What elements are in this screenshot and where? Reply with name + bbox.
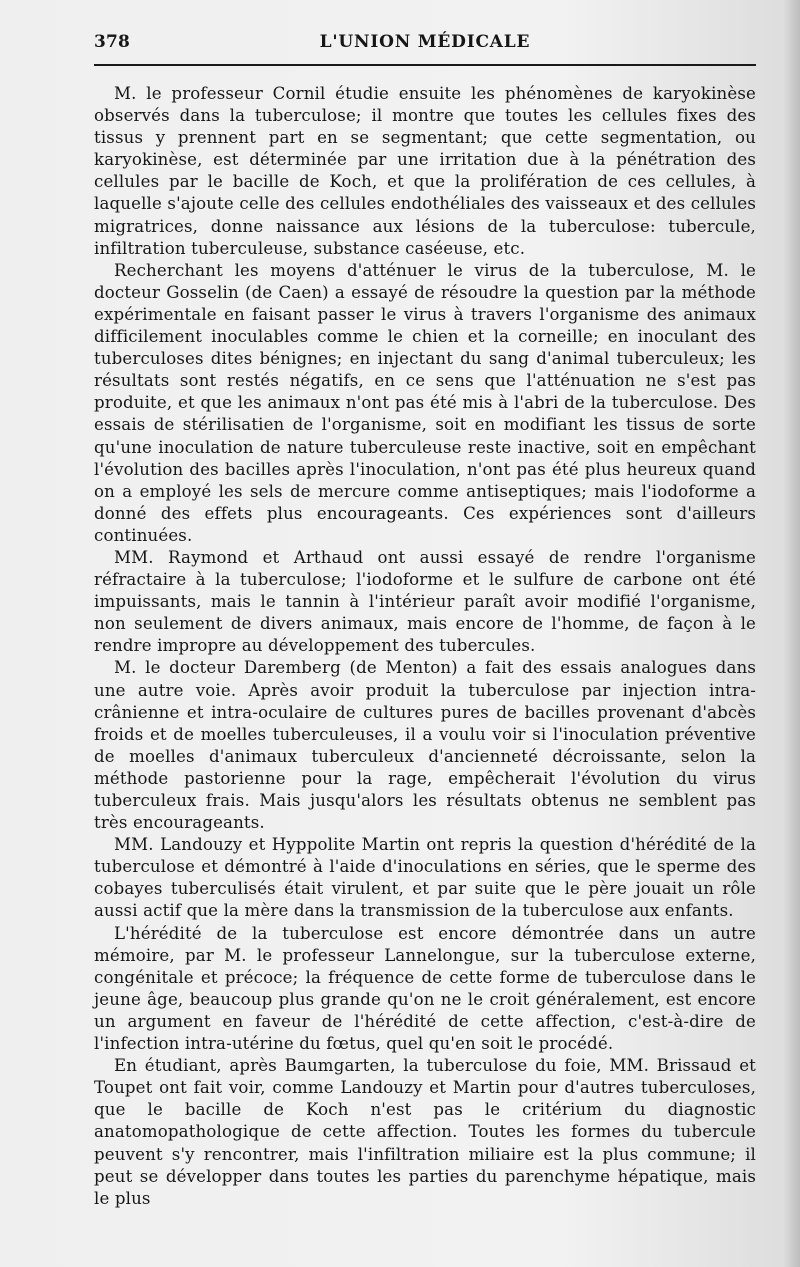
header-divider	[94, 64, 756, 66]
paragraph-brissaud-toupet: En étudiant, après Baumgarten, la tuberculose du foie, MM. Brissaud et Toupet ont fait voir, comme Landouzy et Martin pour d'autres tuberculoses, que le bacille de Koch n'est pas le critérium du diagnostic anatomopathologique de cette affection. Toutes les formes du tubercule peuvent s'y rencontrer, mais l'infiltration miliaire est la plus commune; il peut se développer dans toutes les parties du parenchyme hépatique, mais le plus	[94, 1056, 756, 1208]
paragraph-lannelongue: L'hérédité de la tuberculose est encore démontrée dans un autre mémoire, par M. le professeur Lannelongue, sur la tuberculose externe, congénitale et précoce; la fréquence de cette forme de tuberculose dans le jeune âge, beaucoup plus grande qu'on ne le croit généralement, est encore un argument en faveur de l'hérédité de cette affection, c'est-à-dire de l'infection intra-utérine du fœtus, quel qu'en soit le procédé.	[94, 923, 756, 1054]
paragraph-gosselin: Recherchant les moyens d'atténuer le virus de la tuberculose, M. le docteur Gosselin (de Caen) a essayé de résoudre la question par la méthode expérimentale en faisant passer le virus à travers l'organisme des animaux difficilement inoculables comme le chien et la corneille; en inoculant des tuberculoses dites bénignes; en injectant du sang d'animal tuberculeux; les résultats sont restés négatifs, en ce sens que l'atténuation ne s'est pas produite, et que les animaux n'ont pas été mis à l'abri de la tuberculose. Des essais de stérilisatien de l'organisme, soit en modifiant les tissus de sorte qu'une inoculation de nature tuberculeuse reste inactive, soit en empêchant l'évolution des bacilles après l'inoculation, n'ont pas été plus heureux quand on a employé les sels de mercure comme antiseptiques; mais l'iodoforme a donné des effets plus encourageants. Ces expériences sont d'ailleurs continuées.	[94, 260, 756, 545]
paragraph-landouzy-martin: MM. Landouzy et Hyppolite Martin ont repris la question d'hérédité de la tuberculose et démontré à l'aide d'inoculations en séries, que le sperme des cobayes tuberculisés était virulent, et par suite que le père jouait un rôle aussi actif que la mère dans la transmission de la tuberculose aux enfants.	[94, 835, 756, 921]
paragraph-cornil: M. le professeur Cornil étudie ensuite les phénomènes de karyokinèse observés dans la tuberculose; il montre que toutes les cellules fixes des tissus y prennent part en se segmentant; que cette segmentation, ou karyokinèse, est déterminée par une irritation due à la pénétration des cellules par le bacille de Koch, et que la prolifération de ces cellules, à laquelle s'ajoute celle des cellules endothéliales des vaisseaux et des cellules migratrices, donne naissance aux lésions de la tuberculose: tubercule, infiltration tuberculeuse, substance caséeuse, etc.	[94, 84, 756, 258]
page-edge-shadow	[784, 0, 800, 1267]
paragraph-daremberg: M. le docteur Daremberg (de Menton) a fait des essais analogues dans une autre voie. Après avoir produit la tuberculose par injection intra-crânienne et intra-oculaire de cultures pures de bacilles provenant d'abcès froids et de moelles tuberculeuses, il a voulu voir si l'inoculation préventive de moelles d'animaux tuberculeux d'ancienneté décroissante, selon la méthode pastorienne pour la rage, empêcherait l'évolution du virus tuberculeux frais. Mais jusqu'alors les résultats obtenus ne semblent pas très encourageants.	[94, 658, 756, 833]
article-body	[94, 83, 756, 1249]
page-number: 378	[94, 32, 131, 52]
page-header	[94, 32, 756, 62]
paragraph-raymond-arthaud: MM. Raymond et Arthaud ont aussi essayé de rendre l'organisme réfractaire à la tuberculose; l'iodoforme et le sulfure de carbone ont été impuissants, mais le tannin à l'intérieur paraît avoir modifié l'organisme, non seulement de divers animaux, mais encore de l'homme, de façon à le rendre impropre au développement des tubercules.	[94, 547, 756, 656]
running-title: L'UNION MÉDICALE	[319, 32, 531, 52]
